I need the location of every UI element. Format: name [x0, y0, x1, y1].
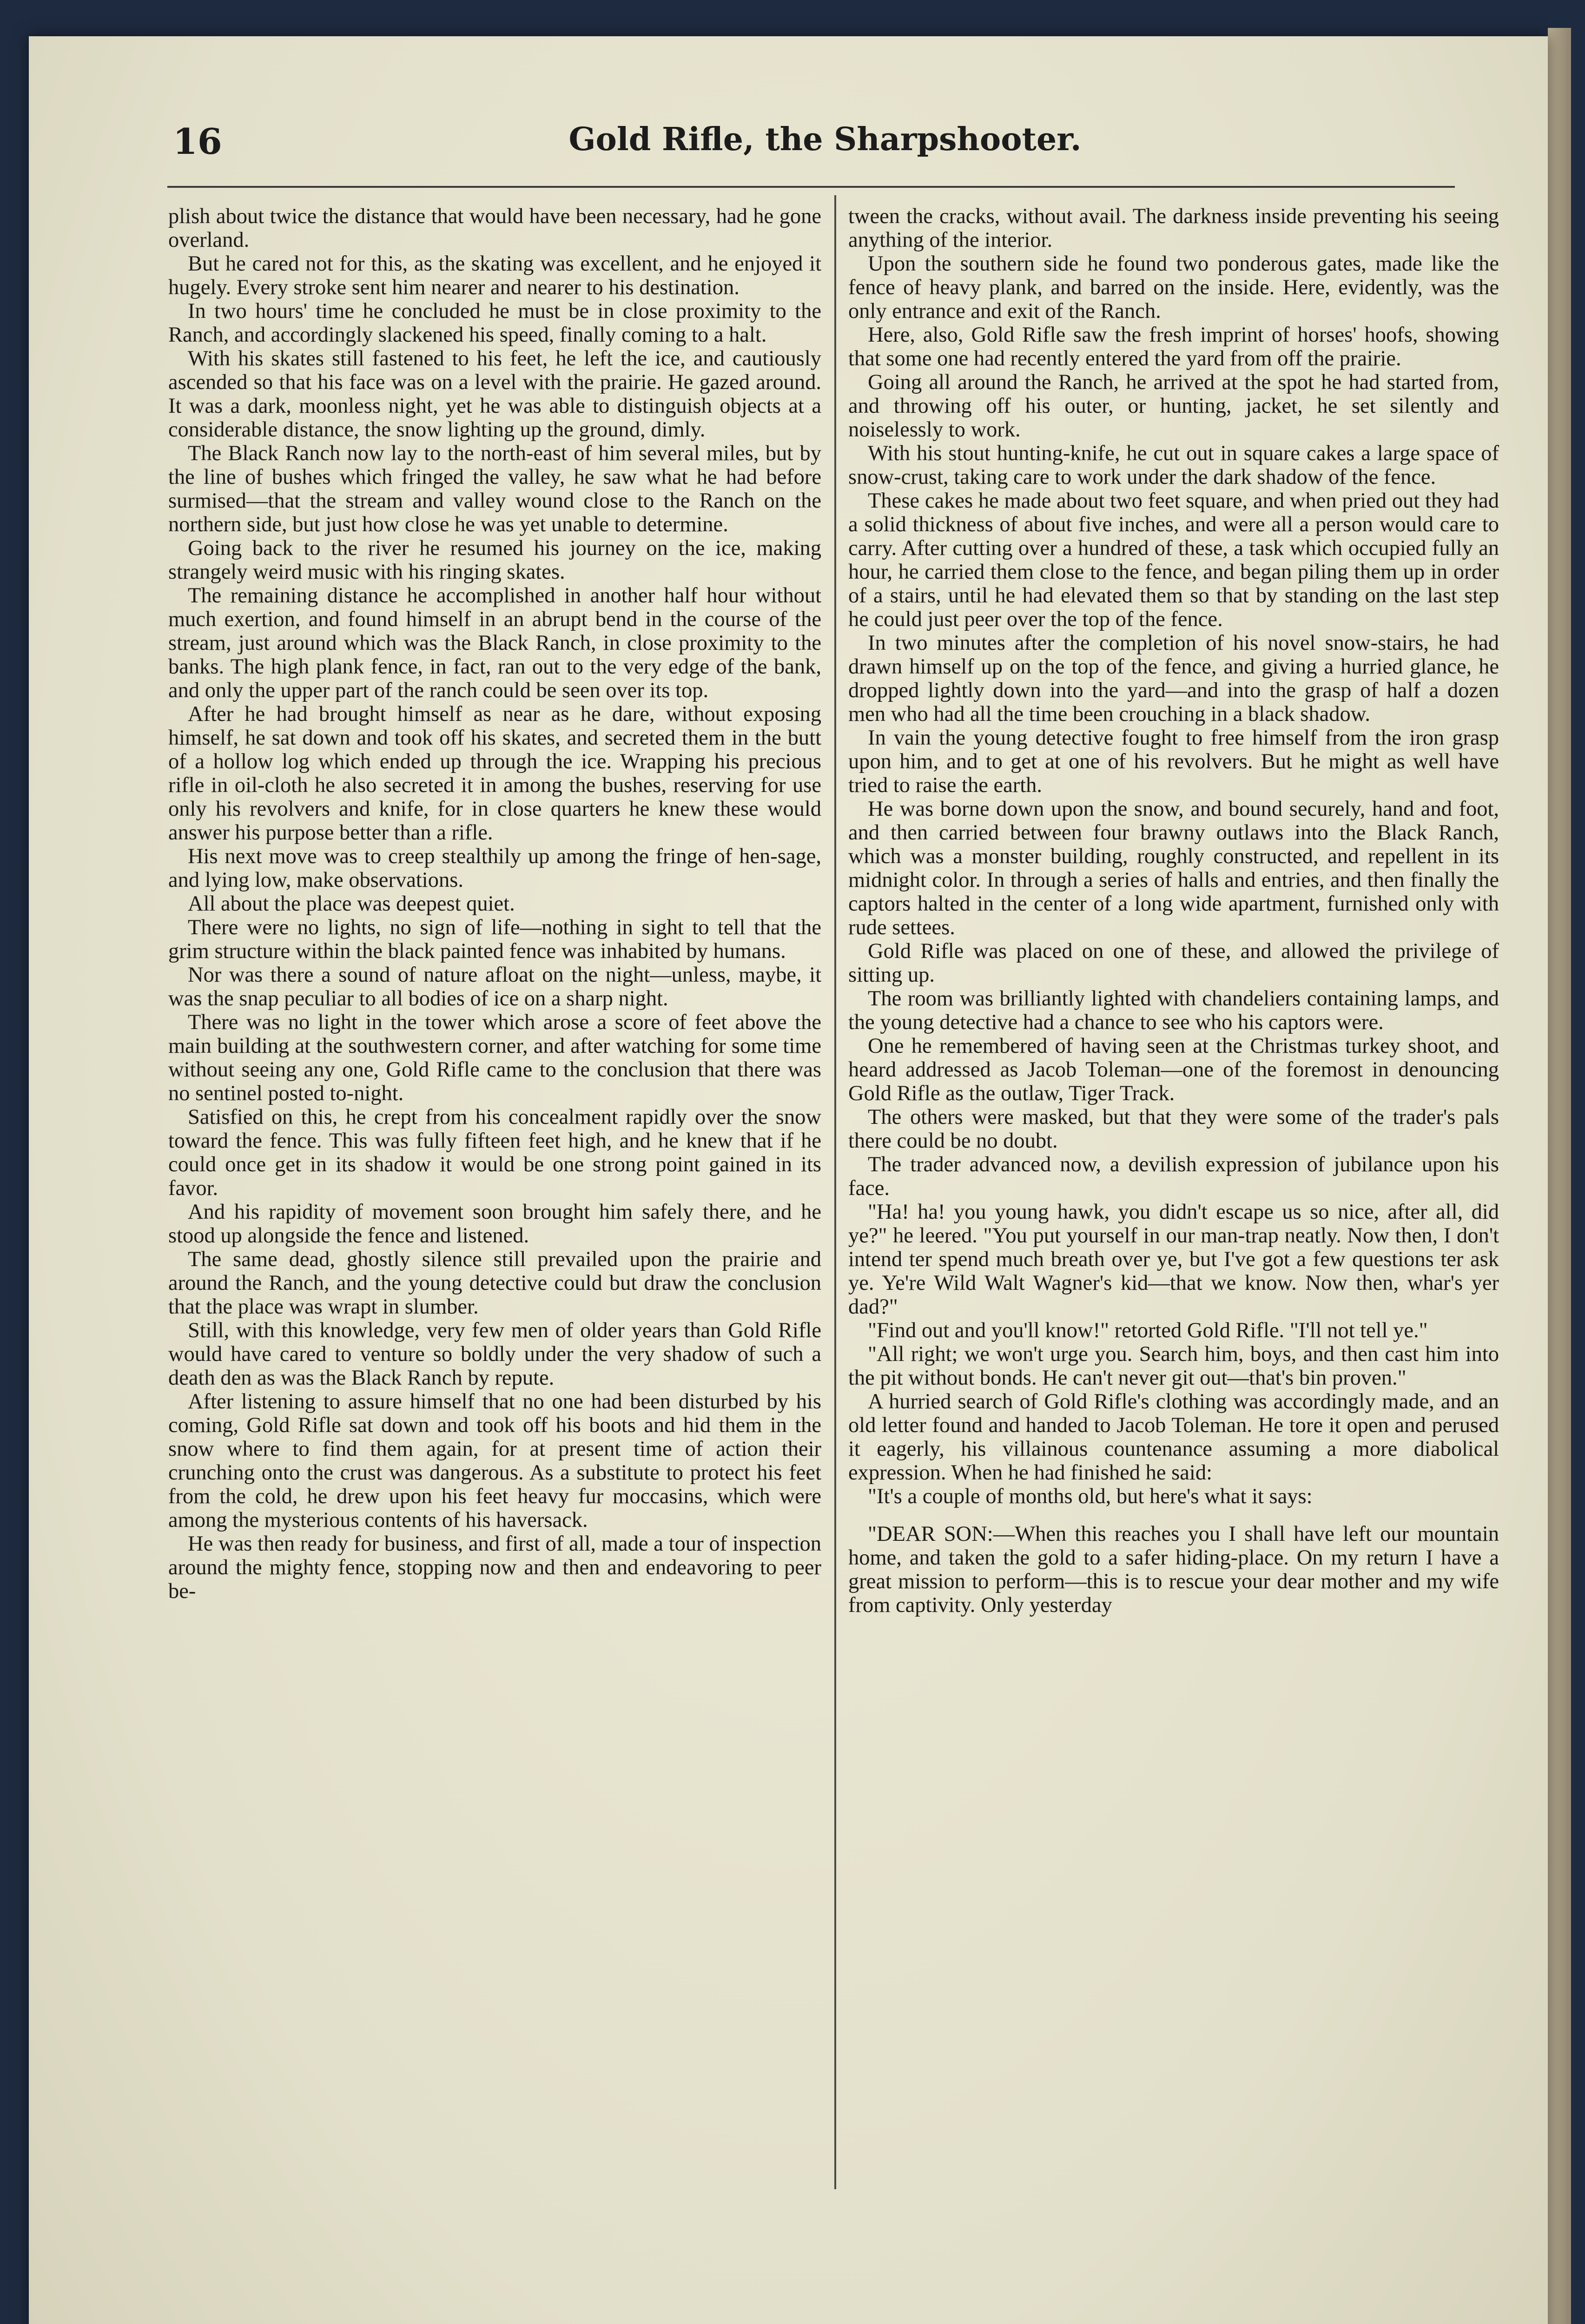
paragraph: In two minutes after the completion of his novel snow-stairs, he had drawn himself up on the top of the fence, and giving a hurried glance, he dropped lightly down into the yard—and into the grasp of half a dozen men who had all the time been crouching in a black shadow. [848, 631, 1499, 726]
paragraph: Going back to the river he resumed his journey on the ice, making strangely weird music with his ringing skates. [168, 536, 821, 584]
paragraph: The room was brilliantly lighted with chandeliers containing lamps, and the young detective had a chance to see who his captors were. [848, 987, 1499, 1034]
paragraph: Satisfied on this, he crept from his concealment rapidly over the snow toward the fence. This was fully fifteen feet high, and he knew that if he could once get in its shadow it would be one strong point gained in its favor. [168, 1105, 821, 1200]
paragraph: The trader advanced now, a devilish expression of jubilance upon his face. [848, 1153, 1499, 1200]
paragraph: "All right; we won't urge you. Search him, boys, and then cast him into the pit without bonds. He can't never git out—that's bin proven." [848, 1342, 1499, 1390]
page-number: 16 [173, 121, 222, 162]
paragraph: Going all around the Ranch, he arrived at the spot he had started from, and throwing off his outer, or hunting, jacket, he set silently and noiselessly to work. [848, 370, 1499, 442]
right-column [848, 205, 1499, 2203]
paragraph: He was borne down upon the snow, and bound securely, hand and foot, and then carried between four brawny outlaws into the Black Ranch, which was a monster building, roughly constructed, and repellent in its midnight color. In through a series of halls and entries, and then finally the captors halted in the center of a long wide apartment, furnished only with rude settees. [848, 797, 1499, 939]
paragraph: There was no light in the tower which arose a score of feet above the main building at the southwestern corner, and after watching for some time without seeing any one, Gold Rifle came to the conclusion that there was no sentinel posted to-night. [168, 1010, 821, 1105]
paragraph: All about the place was deepest quiet. [188, 892, 515, 916]
paragraph: Nor was there a sound of nature afloat on the night—unless, maybe, it was the snap peculiar to all bodies of ice on a sharp night. [168, 963, 821, 1010]
paragraph: A hurried search of Gold Rifle's clothing was accordingly made, and an old letter found and handed to Jacob Toleman. He tore it open and perused it eagerly, his villainous countenance assuming a more diabolical expression. When he had finished he said: [848, 1390, 1499, 1485]
paragraph: The Black Ranch now lay to the north-east of him several miles, but by the line of bushes which fringed the valley, he saw what he had before surmised—that the stream and valley wound close to the Ranch on the northern side, but just how close he was yet unable to determine. [168, 442, 821, 536]
paragraph: In vain the young detective fought to free himself from the iron grasp upon him, and to get at one of his revolvers. But he might as well have tried to raise the earth. [848, 726, 1499, 797]
paragraph: The remaining distance he accomplished in another half hour without much exertion, and found himself in an abrupt bend in the course of the stream, just around which was the Black Ranch, in close proximity to the banks. The high plank fence, in fact, ran out to the very edge of the bank, and only the upper part of the ranch could be seen over its top. [168, 584, 821, 702]
running-title: Gold Rifle, the Sharpshooter. [568, 121, 1082, 158]
paragraph: And his rapidity of movement soon brought him safely there, and he stood up alongside the fence and listened. [168, 1200, 821, 1248]
paragraph: After he had brought himself as near as he dare, without exposing himself, he sat down and took off his skates, and secreted them in the butt of a hollow log which ended up through the ice. Wrapping his precious rifle in oil-cloth he also secreted it in among the bushes, reserving for use only his revolvers and knife, for in close quarters he knew these would answer his purpose better than a rifle. [168, 702, 821, 845]
paragraph: One he remembered of having seen at the Christmas turkey shoot, and heard addressed as Jacob Toleman—one of the foremost in denouncing Gold Rifle as the outlaw, Tiger Track. [848, 1034, 1499, 1105]
paragraph: "Find out and you'll know!" retorted Gold Rifle. "I'll not tell ye." [868, 1319, 1428, 1342]
page-edge [1548, 28, 1571, 2324]
page-header [139, 107, 1455, 167]
paragraph: Gold Rifle was placed on one of these, and allowed the privilege of sitting up. [848, 939, 1499, 987]
letter-paragraph: "DEAR SON:—When this reaches you I shall have left our mountain home, and taken the gold to a safer hiding-place. On my return I have a great mission to perform—this is to rescue your dear mother and my wife from captivity. Only yesterday [848, 1522, 1499, 1617]
paragraph: He was then ready for business, and first of all, made a tour of inspection around the mighty fence, stopping now and then and endeavoring to peer be- [168, 1532, 821, 1603]
paragraph: "Ha! ha! you young hawk, you didn't escape us so nice, after all, did ye?" he leered. "You put yourself in our man-trap neatly. Now then, I don't intend ter spend much breath over ye, but I've got a few questions ter ask ye. Ye're Wild Walt Wagner's kid—that we know. Now then, whar's yer dad?" [848, 1200, 1499, 1319]
paragraph: plish about twice the distance that would have been necessary, had he gone overland. [168, 205, 821, 252]
paragraph: The same dead, ghostly silence still prevailed upon the prairie and around the Ranch, and the young detective could but draw the conclusion that the place was wrapt in slumber. [168, 1248, 821, 1319]
paragraph: These cakes he made about two feet square, and when pried out they had a solid thickness of about five inches, and were all a person would care to carry. After cutting over a hundred of these, a task which occupied fully an hour, he carried them close to the fence, and began piling them up in order of a stairs, until he had elevated them so that by standing on the last step he could just peer over the top of the fence. [848, 489, 1499, 631]
paragraph: His next move was to creep stealthily up among the fringe of hen-sage, and lying low, make observations. [168, 845, 821, 892]
paragraph: There were no lights, no sign of life—nothing in sight to tell that the grim structure within the black painted fence was inhabited by humans. [168, 916, 821, 963]
paragraph: Still, with this knowledge, very few men of older years than Gold Rifle would have cared to venture so boldly under the very shadow of such a death den as was the Black Ranch by repute. [168, 1319, 821, 1390]
paragraph: In two hours' time he concluded he must be in close proximity to the Ranch, and accordingly slackened his speed, finally coming to a halt. [168, 299, 821, 347]
paragraph: tween the cracks, without avail. The darkness inside preventing his seeing anything of the interior. [848, 205, 1499, 252]
paragraph: With his stout hunting-knife, he cut out in square cakes a large space of snow-crust, taking care to work under the dark shadow of the fence. [848, 442, 1499, 489]
paragraph: The others were masked, but that they were some of the trader's pals there could be no doubt. [848, 1105, 1499, 1153]
paragraph: But he cared not for this, as the skating was excellent, and he enjoyed it hugely. Every stroke sent him nearer and nearer to his destination. [168, 252, 821, 299]
paragraph: Upon the southern side he found two ponderous gates, made like the fence of heavy plank, and barred on the inside. Here, evidently, was the only entrance and exit of the Ranch. [848, 252, 1499, 323]
left-column [168, 205, 821, 2203]
paragraph: Here, also, Gold Rifle saw the fresh imprint of horses' hoofs, showing that some one had recently entered the yard from off the prairie. [848, 323, 1499, 370]
header-rule [167, 186, 1455, 188]
paragraph: After listening to assure himself that no one had been disturbed by his coming, Gold Rifle sat down and took off his boots and hid them in the snow where to find them again, for at present time of action their crunching onto the crust was dangerous. As a substitute to protect his feet from the cold, he drew upon his feet heavy fur moccasins, which were among the mysterious contents of his haversack. [168, 1390, 821, 1532]
paragraph: "It's a couple of months old, but here's what it says: [868, 1485, 1313, 1508]
paragraph: With his skates still fastened to his feet, he left the ice, and cautiously ascended so that his face was on a level with the prairie. He gazed around. It was a dark, moonless night, yet he was able to distinguish objects at a considerable distance, the snow lighting up the ground, dimly. [168, 347, 821, 442]
column-separator [834, 195, 836, 2189]
